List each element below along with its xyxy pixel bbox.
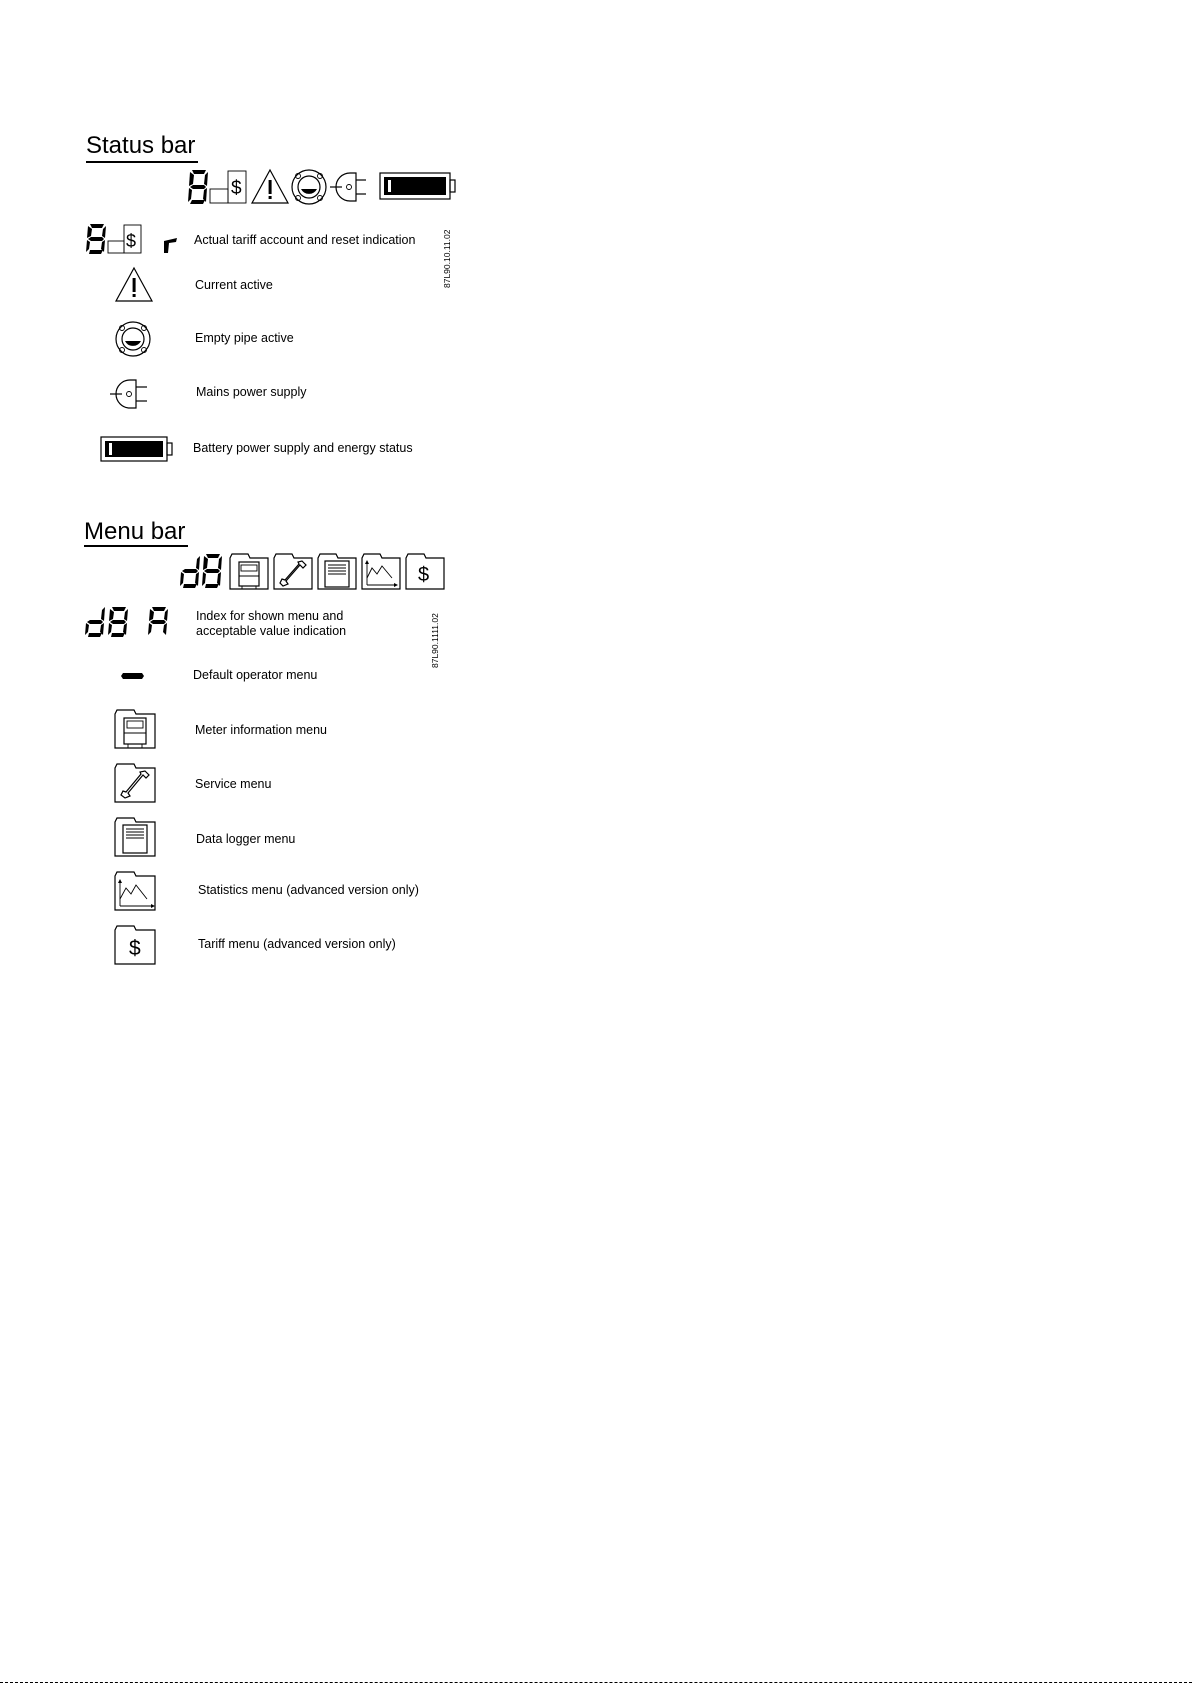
- menu-bar-title: Menu bar: [84, 518, 186, 545]
- mains-plug-icon: [110, 378, 158, 412]
- seven-segment-a-icon: [148, 607, 168, 635]
- status-bar-display-strip: [186, 168, 458, 206]
- dash-icon: [120, 672, 146, 682]
- seven-segment-8-icon: [202, 554, 222, 588]
- statistics-icon: [115, 872, 159, 912]
- dollar-icon: $: [231, 178, 242, 199]
- menu-legend-index-line1: Index for shown menu and: [196, 609, 344, 623]
- menu-legend-index-line2: acceptable value indication: [196, 624, 347, 638]
- menu-legend-tariff: Tariff menu (advanced version only): [198, 937, 396, 951]
- wrench-icon: [274, 554, 312, 589]
- menu-bar-display-strip: [178, 552, 454, 592]
- menu-legend-meter-info: Meter information menu: [195, 723, 328, 737]
- status-bar-title-underline: [86, 161, 198, 163]
- empty-pipe-icon: [292, 170, 326, 204]
- statistics-icon: [362, 554, 400, 589]
- seven-segment-d-icon: [180, 556, 200, 588]
- svg-text:$: $: [129, 937, 141, 960]
- status-bar-title: Status bar: [86, 132, 196, 159]
- dollar-icon: [115, 926, 157, 966]
- status-legend-battery: Battery power supply and energy status: [193, 441, 413, 455]
- wrench-icon: [115, 764, 157, 804]
- menu-legend-statistics: Statistics menu (advanced version only): [198, 883, 419, 897]
- menu-legend-service: Service menu: [195, 777, 272, 791]
- reset-r-icon: [164, 238, 177, 253]
- status-ref-code: 87L90.10.11.02: [442, 229, 452, 288]
- mains-plug-icon: [330, 173, 366, 201]
- dollar-icon: [406, 554, 444, 589]
- status-legend-current: Current active: [195, 278, 273, 292]
- menu-legend-default: Default operator menu: [193, 668, 318, 682]
- menu-ref-code: 87L90.1111.02: [430, 613, 440, 668]
- status-legend-mains: Mains power supply: [196, 385, 307, 399]
- empty-pipe-icon: [114, 320, 154, 360]
- data-logger-icon: [318, 554, 356, 589]
- data-logger-icon: [115, 818, 157, 858]
- page-bottom-edge: [0, 1682, 1192, 1683]
- seven-segment-8-icon: [188, 170, 208, 204]
- battery-icon: [380, 173, 455, 199]
- status-legend-tariff: Actual tariff account and reset indication: [194, 233, 416, 247]
- warning-triangle-icon: [252, 170, 288, 203]
- index-digits-icon: [84, 606, 174, 640]
- menu-legend-data-logger: Data logger menu: [196, 832, 296, 846]
- battery-icon: [100, 436, 176, 464]
- warning-triangle-icon: [116, 267, 154, 303]
- meter-information-icon: [115, 710, 157, 750]
- menu-bar-title-underline: [84, 545, 188, 547]
- svg-text:$: $: [126, 231, 137, 251]
- svg-text:$: $: [418, 564, 430, 586]
- meter-information-icon: [230, 554, 268, 589]
- status-legend-empty-pipe: Empty pipe active: [195, 331, 294, 345]
- tariff-account-icon: [84, 222, 184, 256]
